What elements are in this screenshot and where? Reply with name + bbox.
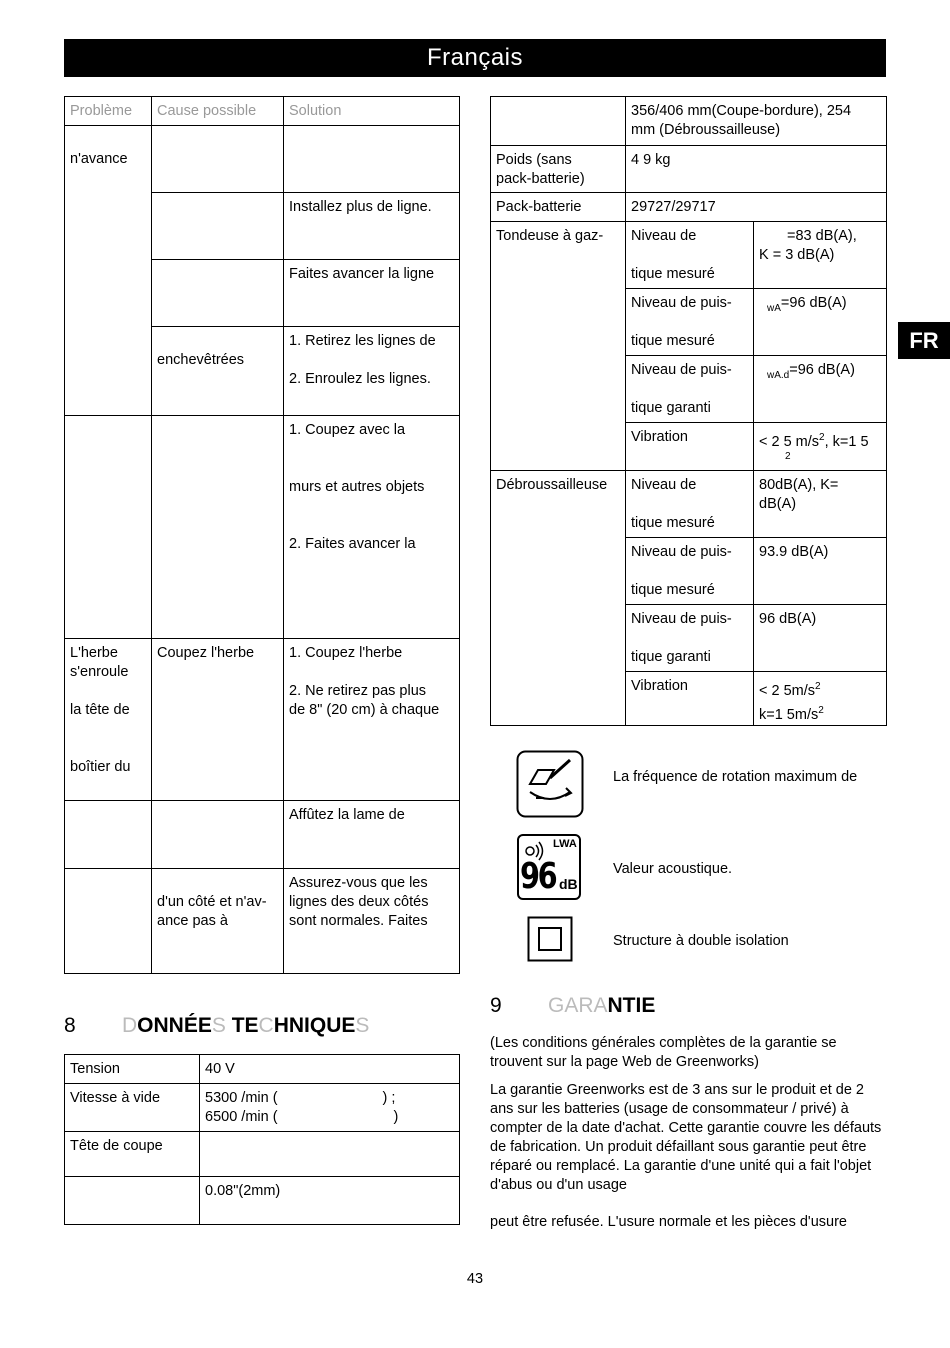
spec-label [626, 356, 754, 423]
symbol-row-insulation [490, 916, 886, 964]
speed-text: ) ; [382, 1090, 396, 1106]
symbol-row-rotation [490, 750, 886, 820]
title-part: C [258, 1014, 274, 1037]
solution-step: 2. Ne retirez pas plus [289, 683, 427, 699]
rotation-text: La fréquence de rotation maximum de [613, 769, 858, 785]
section-8-title [64, 1014, 369, 1038]
table-row [65, 801, 460, 869]
page-number: 43 [466, 1271, 484, 1287]
section-number: 8 [64, 1014, 76, 1037]
solution-step: 2. Enroulez les lignes. [289, 371, 431, 387]
cut-width-text: mm (Débroussailleuse) [631, 122, 781, 138]
table-row [491, 146, 887, 193]
solution-step: de 8" (20 cm) à chaque [289, 702, 440, 718]
tech-label: Tête de coupe [65, 1132, 200, 1177]
spec-value [754, 289, 887, 356]
weight-label: Poids (sans [496, 152, 572, 168]
spec-value [754, 471, 887, 538]
spec-label-text: tique garanti [631, 400, 711, 416]
cause-cell [152, 801, 284, 869]
spec-group-label: Débroussailleuse [491, 471, 626, 726]
acoustic-badge-icon [517, 834, 581, 900]
table-row [65, 1132, 460, 1177]
speed-text: 6500 /min ( [205, 1109, 278, 1125]
acoustic-value: 96 [520, 856, 556, 897]
rotation-speed-icon [516, 750, 584, 822]
problem-text: la tête de [70, 702, 130, 718]
spec-value-text: 80dB(A), K= [759, 477, 839, 493]
spec-label-text: tique garanti [631, 649, 711, 665]
spec-label [626, 471, 754, 538]
double-insulation-icon [527, 916, 573, 966]
spec-label: Vibration [626, 423, 754, 471]
table-row [491, 471, 887, 538]
solution-step: 1. Retirez les lignes de [289, 333, 436, 349]
solution-cell: Faites avancer la ligne [284, 260, 460, 327]
spec-value: 93.9 dB(A) [754, 538, 887, 605]
problem-cell [65, 869, 152, 974]
spec-value-text: , k=1 5 [824, 433, 869, 450]
problem-text: boîtier du [70, 759, 131, 775]
spec-label [626, 605, 754, 672]
spec-label-text: Niveau de puis- [631, 362, 732, 378]
warranty-paragraph: La garantie Greenworks est de 3 ans sur le produit et de 2 ans sur les batteries (usage de consommateur / privé) à compter de la date d'achat. Cette garantie couvre les défauts de fabrication. Un produit défaillant sous garantie peut être réparé ou remplacé. La garantie d'une unité qui a fait l'objet d'abus ou d'un usage [490, 1082, 882, 1193]
problem-cell [65, 126, 152, 416]
title-part: D [122, 1014, 138, 1037]
title-part: GARA [548, 994, 608, 1017]
table-row [65, 126, 460, 193]
spec-value-text: =96 dB(A) [780, 295, 847, 311]
cause-text: enchevêtrées [157, 352, 245, 368]
cause-text: ance pas à [157, 913, 228, 929]
warranty-paragraph: (Les conditions générales complètes de la garantie se trouvent sur la page Web de Greenworks) [490, 1035, 837, 1070]
cause-text: d'un côté et n'av- [157, 894, 267, 910]
solution-cell [284, 416, 460, 639]
symbol-row-acoustic [490, 834, 886, 904]
solution-text: lignes des deux côtés [289, 894, 429, 910]
spec-value: 29727/29717 [626, 193, 887, 222]
title-part: TE [225, 1014, 259, 1037]
problem-text: s'enroule [70, 664, 129, 680]
spec-superscript: 2 [818, 704, 824, 716]
acoustic-lwa-label: LWA [553, 838, 577, 850]
spec-group-label: Tondeuse à gaz- [491, 222, 626, 471]
spec-label [491, 97, 626, 146]
problem-cell [65, 801, 152, 869]
table-row [65, 1055, 460, 1084]
spec-label-text: Niveau de puis- [631, 295, 732, 311]
cause-cell [152, 327, 284, 416]
spec-label-text: Niveau de [631, 477, 697, 493]
table-row [65, 869, 460, 974]
section-9-title [490, 994, 655, 1018]
spec-label-text: tique mesuré [631, 582, 715, 598]
tech-label: Tension [65, 1055, 200, 1084]
table-row [491, 222, 887, 289]
tech-value: 40 V [200, 1055, 460, 1084]
spec-superscript: 2 [819, 432, 825, 443]
spec-value-text: < 2 5m/s [759, 682, 816, 699]
spec-label-text: Niveau de puis- [631, 544, 732, 560]
header-solution: Solution [284, 97, 460, 126]
cause-cell [152, 869, 284, 974]
table-row [65, 416, 460, 639]
spec-value-text: K = 3 dB(A) [759, 247, 835, 263]
header-title: Français [426, 44, 524, 71]
spec-value [626, 97, 887, 146]
weight-label: pack-batterie) [496, 171, 585, 187]
spec-subscript: wA.d [767, 369, 790, 381]
acoustic-unit: dB [559, 876, 578, 892]
page-header [64, 39, 886, 77]
title-part: HNIQUE [273, 1014, 356, 1037]
solution-step: 2. Faites avancer la [289, 536, 416, 552]
table-row [65, 1177, 460, 1225]
speed-text: ) [393, 1109, 399, 1125]
solution-cell [284, 327, 460, 416]
cut-width-text: 356/406 mm(Coupe-bordure), 254 [631, 103, 852, 119]
spec-value-text: =83 dB(A), [787, 228, 857, 244]
spec-label [626, 538, 754, 605]
spec-label [491, 146, 626, 193]
spec-value [754, 222, 887, 289]
spec-value-text: dB(A) [759, 496, 797, 512]
spec-label: Pack-batterie [491, 193, 626, 222]
problem-cell [65, 416, 152, 639]
header-cause: Cause possible [152, 97, 284, 126]
problem-text: n'avance [70, 151, 128, 167]
tech-label: Vitesse à vide [65, 1084, 200, 1132]
language-tab-label: FR [909, 328, 939, 353]
solution-cell: Affûtez la lame de [284, 801, 460, 869]
cause-cell [152, 416, 284, 639]
spec-value: 4 9 kg [626, 146, 887, 193]
table-header-row [65, 97, 460, 126]
title-part: S [211, 1014, 226, 1037]
solution-text: Assurez-vous que les [289, 875, 428, 891]
solution-step: 1. Coupez l'herbe [289, 645, 403, 661]
problem-text: L'herbe [70, 645, 118, 661]
warranty-paragraph: peut être refusée. L'usure normale et les pièces d'usure [490, 1214, 847, 1230]
solution-cell [284, 639, 460, 801]
technical-data-table [64, 1054, 460, 1225]
section-number: 9 [490, 994, 502, 1017]
solution-step: murs et autres objets [289, 479, 425, 495]
title-part: ONNÉE [137, 1014, 212, 1037]
title-part: S [355, 1014, 370, 1037]
cause-cell [152, 193, 284, 260]
solution-cell [284, 869, 460, 974]
speed-text: 5300 /min ( [205, 1090, 278, 1106]
spec-value [754, 356, 887, 423]
solution-cell [284, 126, 460, 193]
cause-cell [152, 260, 284, 327]
acoustic-text: Valeur acoustique. [613, 861, 733, 877]
language-tab [898, 322, 950, 359]
spec-label-text: tique mesuré [631, 515, 715, 531]
solution-step: 1. Coupez avec la [289, 422, 406, 438]
spec-value-text: < 2 5 m/s [759, 433, 820, 450]
spec-value [754, 423, 887, 471]
spec-label-text: tique mesuré [631, 333, 715, 349]
tech-label [65, 1177, 200, 1225]
solution-text: sont normales. Faites [289, 913, 428, 929]
table-row [65, 1084, 460, 1132]
table-row [491, 193, 887, 222]
specifications-table [490, 96, 887, 726]
troubleshooting-table [64, 96, 460, 974]
table-row [65, 639, 460, 801]
tech-value: 0.08"(2mm) [200, 1177, 460, 1225]
spec-subscript: 2 [785, 450, 791, 462]
spec-value-text: k=1 5m/s [759, 706, 819, 723]
spec-value [754, 672, 887, 726]
solution-cell: Installez plus de ligne. [284, 193, 460, 260]
tech-value [200, 1132, 460, 1177]
spec-superscript: 2 [815, 681, 821, 692]
problem-cell [65, 639, 152, 801]
spec-value-text: =96 dB(A) [789, 362, 855, 378]
insulation-text: Structure à double isolation [613, 933, 789, 949]
tech-value [200, 1084, 460, 1132]
cause-cell [152, 126, 284, 193]
spec-value: 96 dB(A) [754, 605, 887, 672]
spec-label-text: tique mesuré [631, 266, 715, 282]
header-problem: Problème [65, 97, 152, 126]
spec-label-text: Niveau de puis- [631, 611, 732, 627]
spec-label-text: Niveau de [631, 228, 697, 244]
spec-subscript: wA [767, 302, 781, 314]
spec-label [626, 289, 754, 356]
spec-label: Vibration [626, 672, 754, 726]
cause-cell: Coupez l'herbe [152, 639, 284, 801]
spec-label [626, 222, 754, 289]
title-part: NTIE [607, 994, 656, 1017]
table-row [491, 97, 887, 146]
